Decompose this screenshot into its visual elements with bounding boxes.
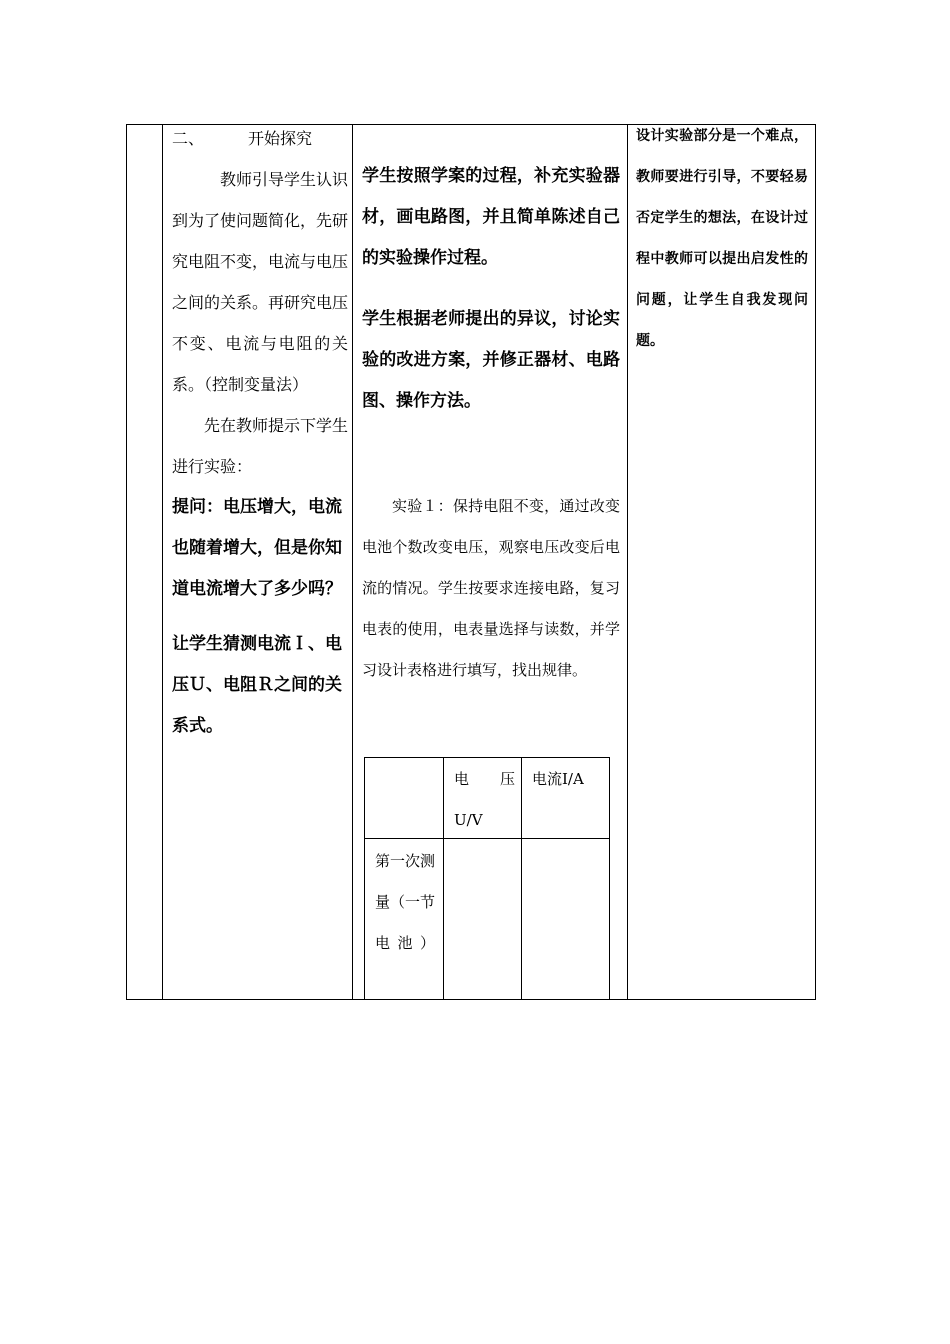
section-number: 二、 xyxy=(172,129,205,148)
header-current: 电流I/A xyxy=(532,770,584,788)
student-revise-paragraph: 学生根据老师提出的异议，讨论实验的改进方案，并修正器材、电路图、操作方法。 xyxy=(362,309,620,411)
table-border-col-1 xyxy=(126,124,127,1000)
design-note-cell xyxy=(636,124,808,362)
teacher-guidance-paragraph: 教师引导学生认识到为了使问题简化，先研究电阻不变，电流与电压之间的关系。再研究电压不变、电流与电阻的关系。（控制变量法） xyxy=(172,170,349,394)
measurement-table xyxy=(364,757,610,1000)
row-first-measurement: 第一次测量（一节电池） xyxy=(375,852,436,952)
table-border-col-5 xyxy=(815,124,816,1000)
student-activity-cell xyxy=(362,124,620,691)
table-border-col-4 xyxy=(627,124,628,1000)
section-heading xyxy=(172,126,348,152)
header-voltage: 电 压U/V xyxy=(454,770,515,829)
experiment-1-paragraph: 实验１：保持电阻不变，通过改变电池个数改变电压，观察电压改变后电流的情况。学生按要求连接电路，复习电表的使用，电表量选择与读数，并学习设计表格进行填写，找出规律。 xyxy=(362,497,620,679)
inner-table-bottom-border xyxy=(364,999,610,1000)
design-note-paragraph: 设计实验部分是一个难点，教师要进行引导，不要轻易否定学生的想法，在设计过程中教师可以提出启发性的问题，让学生自我发现问题。 xyxy=(636,128,808,349)
guess-paragraph: 让学生猜测电流Ｉ、电压Ｕ、电阻Ｒ之间的关系式。 xyxy=(172,634,342,736)
section-title: 开始探究 xyxy=(248,129,313,148)
inner-table-right-border xyxy=(609,757,610,1000)
question-paragraph: 提问：电压增大，电流也随着增大，但是你知道电流增大了多少吗？ xyxy=(172,497,342,599)
experiment-prompt-paragraph: 先在教师提示下学生进行实验： xyxy=(172,416,349,476)
table-border-col-2 xyxy=(162,124,163,1000)
student-design-paragraph: 学生按照学案的过程，补充实验器材，画电路图，并且简单陈述自己的实验操作过程。 xyxy=(362,166,620,268)
table-border-col-3 xyxy=(352,124,353,1000)
teacher-activity-cell xyxy=(172,124,348,747)
